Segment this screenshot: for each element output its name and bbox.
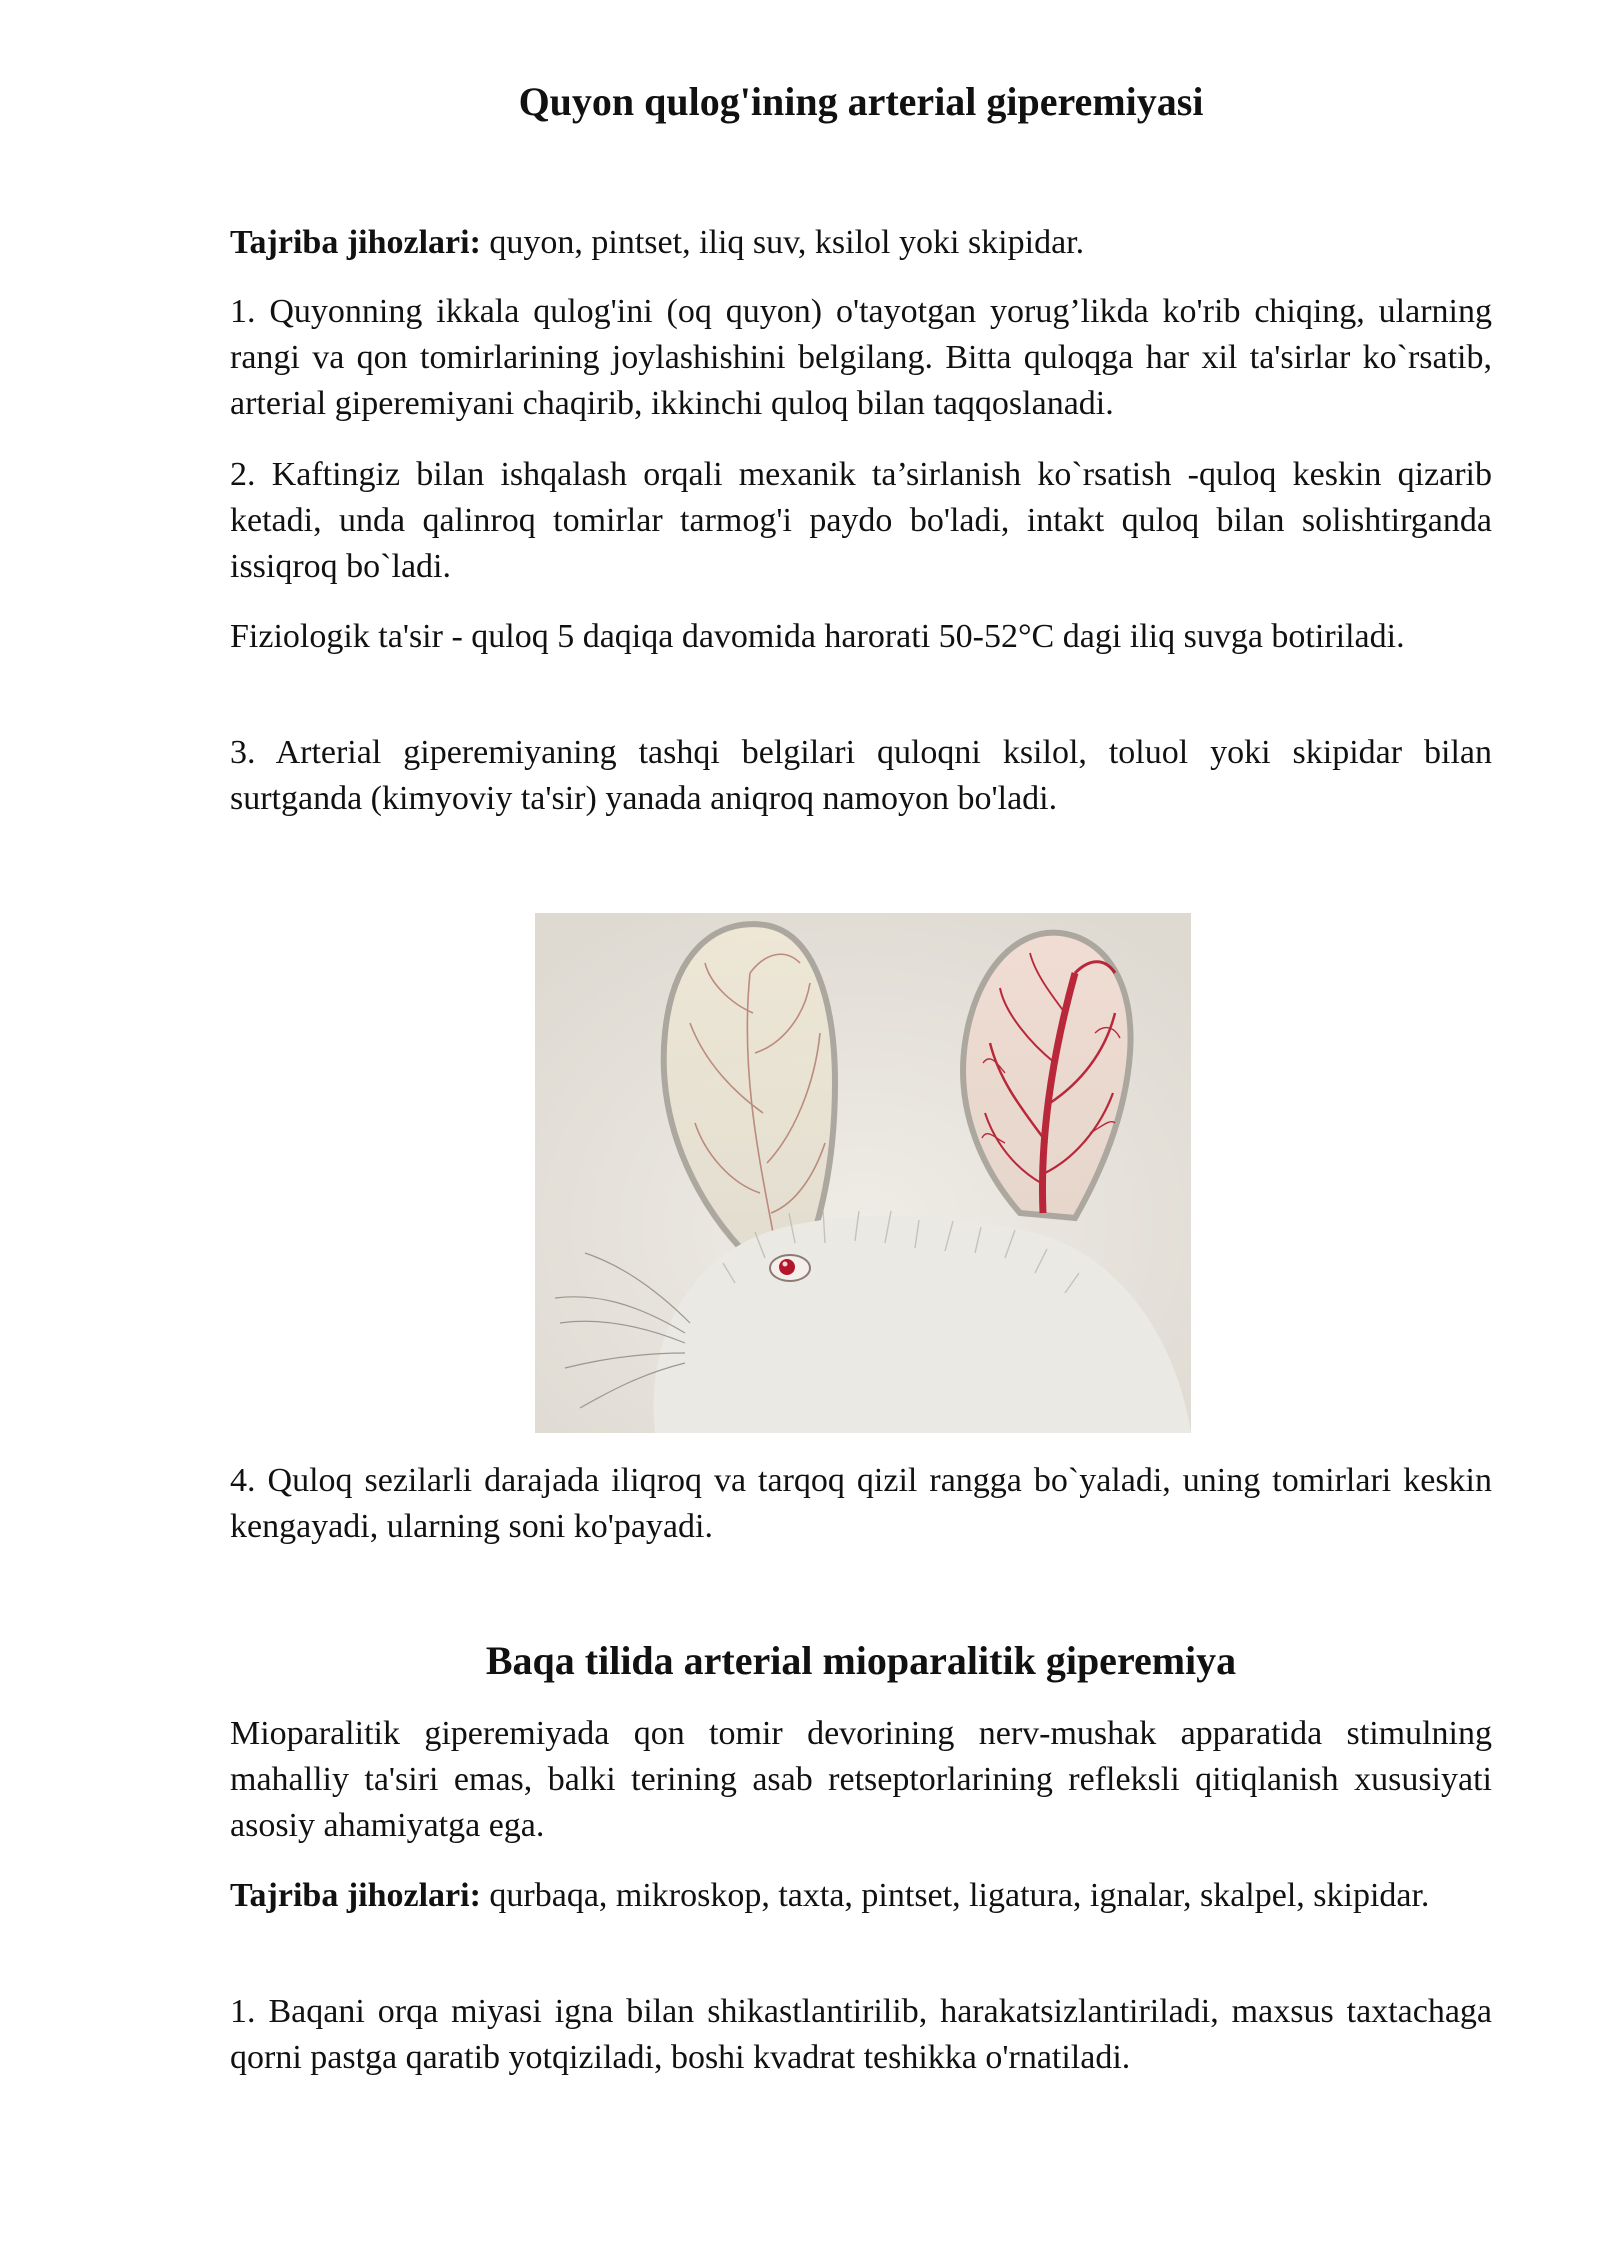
section2-equipment-label: Tajriba jihozlari:: [230, 1877, 481, 1914]
section1-physiological: Fiziologik ta'sir - quloq 5 daqiqa davomida harorati 50-52°C dagi iliq suvga botiriladi.: [230, 618, 1405, 655]
section2-title: Baqa tilida arterial mioparalitik giperemiya: [485, 1638, 1237, 1683]
section1-step1: 1. Quyonning ikkala qulog'ini (oq quyon) o'tayotgan yorug’likda ko'rib chiqing, ularning rangi va qon tomirlarining joylashishini belgilang. Bitta quloqga har xil ta'sirlar ko`rsatib, arterial giperemiyani chaqirib, ikkinchi quloq bilan taqqoslanadi.: [230, 293, 1492, 422]
section1-equipment: [230, 220, 1492, 266]
section1-title: Quyon qulog'ining arterial giperemiyasi: [518, 79, 1204, 124]
section1-step2: 2. Kaftingiz bilan ishqalash orqali mexanik ta’sirlanish ko`rsatish -quloq keskin qizarib ketadi, unda qalinroq tomirlar tarmog'i paydo bo'ladi, intakt quloq bilan solishtirganda issiqroq bo`ladi.: [230, 456, 1492, 585]
section2-equipment: [230, 1873, 1492, 1919]
section1-step3: 3. Arterial giperemiyaning tashqi belgilari quloqni ksilol, toluol yoki skipidar bilan surtganda (kimyoviy ta'sir) yanada aniqroq namoyon bo'ladi.: [230, 734, 1492, 817]
rabbit-ears-illustration: [535, 913, 1191, 1433]
section2-step1: 1. Baqani orqa miyasi igna bilan shikastlantirilib, harakatsizlantiriladi, maxsus taxtachaga qorni pastga qaratib yotqiziladi, boshi kvadrat teshikka o'rnatiladi.: [230, 1993, 1492, 2076]
section2-intro: Mioparalitik giperemiyada qon tomir devorining nerv-mushak apparatida stimulning mahalliy ta'siri emas, balki terining asab retseptorlarining refleksli qitiqlanish xususiyati asosiy ahamiyatga ega.: [230, 1715, 1492, 1844]
section1-equipment-text: quyon, pintset, iliq suv, ksilol yoki skipidar.: [480, 224, 1085, 261]
section2-equipment-text: qurbaqa, mikroskop, taxta, pintset, ligatura, ignalar, skalpel, skipidar.: [480, 1877, 1430, 1914]
section1-step4: 4. Quloq sezilarli darajada iliqroq va tarqoq qizil rangga bo`yaladi, uning tomirlari keskin kengayadi, ularning soni ko'payadi.: [230, 1462, 1492, 1545]
section1-equipment-label: Tajriba jihozlari:: [230, 224, 481, 261]
